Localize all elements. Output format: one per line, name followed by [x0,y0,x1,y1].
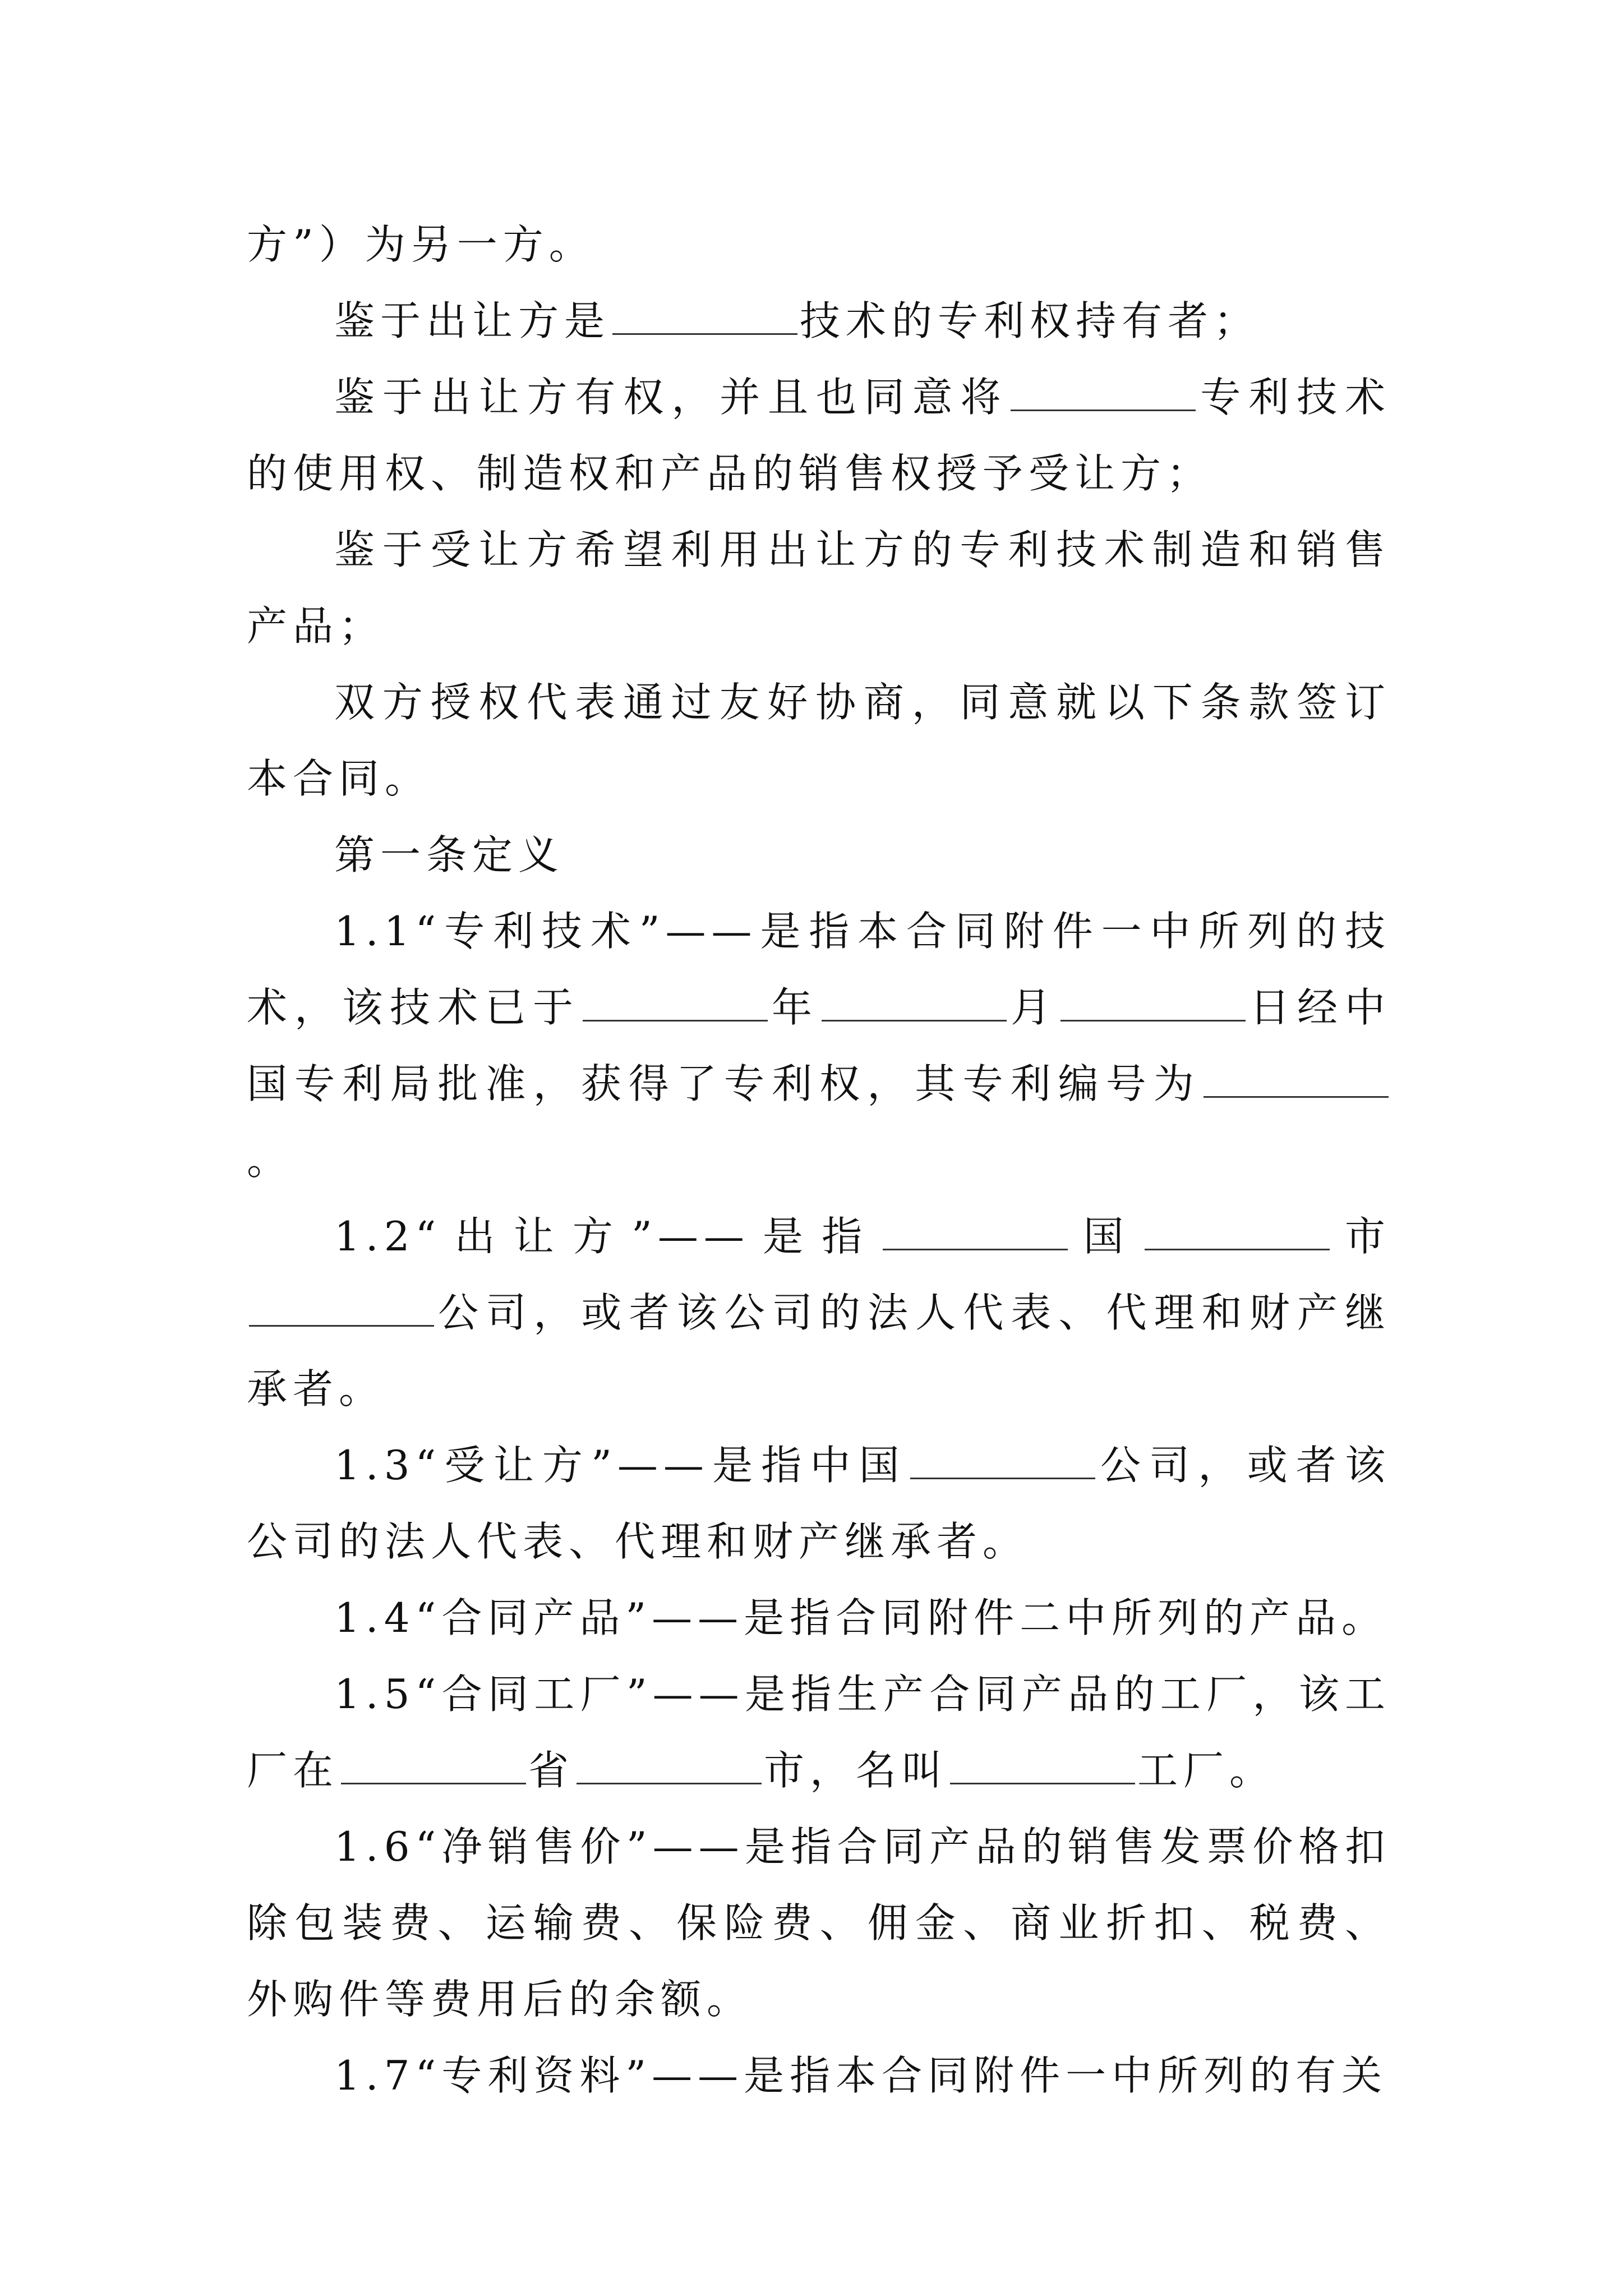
text-segment: 公司，或者该公司的法人代表、代理和财产继承者。 [247,1289,1391,1412]
clause-1-6 [247,1809,1391,2037]
clause-1-3 [247,1427,1391,1580]
paragraph-other-party [247,206,1391,283]
text-segment: 第一条定义 [334,831,565,878]
document-body [247,206,1391,2114]
fill-blank [341,1749,526,1784]
text-segment: 市，名叫 [764,1747,948,1794]
text-segment: 1.2“出让方”——是指 [334,1213,881,1260]
text-segment: 省 [528,1747,575,1794]
text-segment: 。 [247,1137,293,1184]
fill-blank [1145,1215,1330,1250]
paragraph-whereas-grant [247,359,1391,512]
text-segment: 方”）为另一方。 [247,221,595,268]
clause-1-5 [247,1656,1391,1809]
clause-1-1 [247,893,1391,1198]
fill-blank [1204,1062,1389,1098]
text-segment: 1.5“合同工厂”——是指生产合同产品的工厂，该工厂在 [247,1671,1391,1794]
clause-1-7 [247,2037,1391,2114]
fill-blank [249,1291,434,1327]
text-segment: 月 [1008,984,1058,1031]
text-segment: 鉴于受让方希望利用出让方的专利技术制造和销售产品； [247,526,1391,650]
text-segment: 鉴于出让方是 [334,297,611,344]
clause-1-2 [247,1198,1391,1427]
article-1-heading [247,817,1391,893]
paragraph-whereas-patent-holder [247,283,1391,359]
fill-blank [612,300,797,335]
text-segment: 技术的专利权持有者； [800,297,1260,344]
fill-blank [1061,986,1246,1022]
text-segment: 公司，或者该公司的法人代表、代理和财产继承者。 [247,1442,1391,1565]
clause-1-4 [247,1580,1391,1656]
text-segment: 日经中国专利局批准，获得了专利权，其专利编号为 [247,984,1391,1107]
text-segment: 双方授权代表通过友好协商，同意就以下条款签订本合同。 [247,679,1391,802]
text-segment: 专利技术的使用权、制造权和产品的销售权授予受让方； [247,374,1391,497]
fill-blank [822,986,1007,1022]
text-segment: 1.6“净销售价”——是指合同产品的销售发票价格扣除包装费、运输费、保险费、佣金、商业折扣、税费、外购件等费用后的余额。 [247,1823,1391,2023]
fill-blank [1011,376,1196,411]
fill-blank [910,1444,1095,1479]
fill-blank [950,1749,1135,1784]
text-segment: 1.3“受让方”——是指中国 [334,1442,908,1489]
fill-blank [583,986,768,1022]
text-segment: 年 [769,984,819,1031]
text-segment: 1.1“专利技术”——是指本合同附件一中所列的技术，该技术已于 [247,908,1391,1031]
fill-blank [883,1215,1068,1250]
text-segment: 1.4“合同产品”——是指合同附件二中所列的产品。 [334,1594,1388,1641]
text-segment: 市 [1331,1213,1391,1260]
text-segment: 工厂。 [1137,1747,1276,1794]
fill-blank [577,1749,762,1784]
text-segment: 鉴于出让方有权，并且也同意将 [334,374,1009,421]
text-segment: 国 [1070,1213,1142,1260]
paragraph-whereas-licensee [247,512,1391,664]
paragraph-agreement [247,664,1391,817]
text-segment: 1.7“专利资料”——是指本合同附件一中所列的有关 [334,2052,1388,2099]
